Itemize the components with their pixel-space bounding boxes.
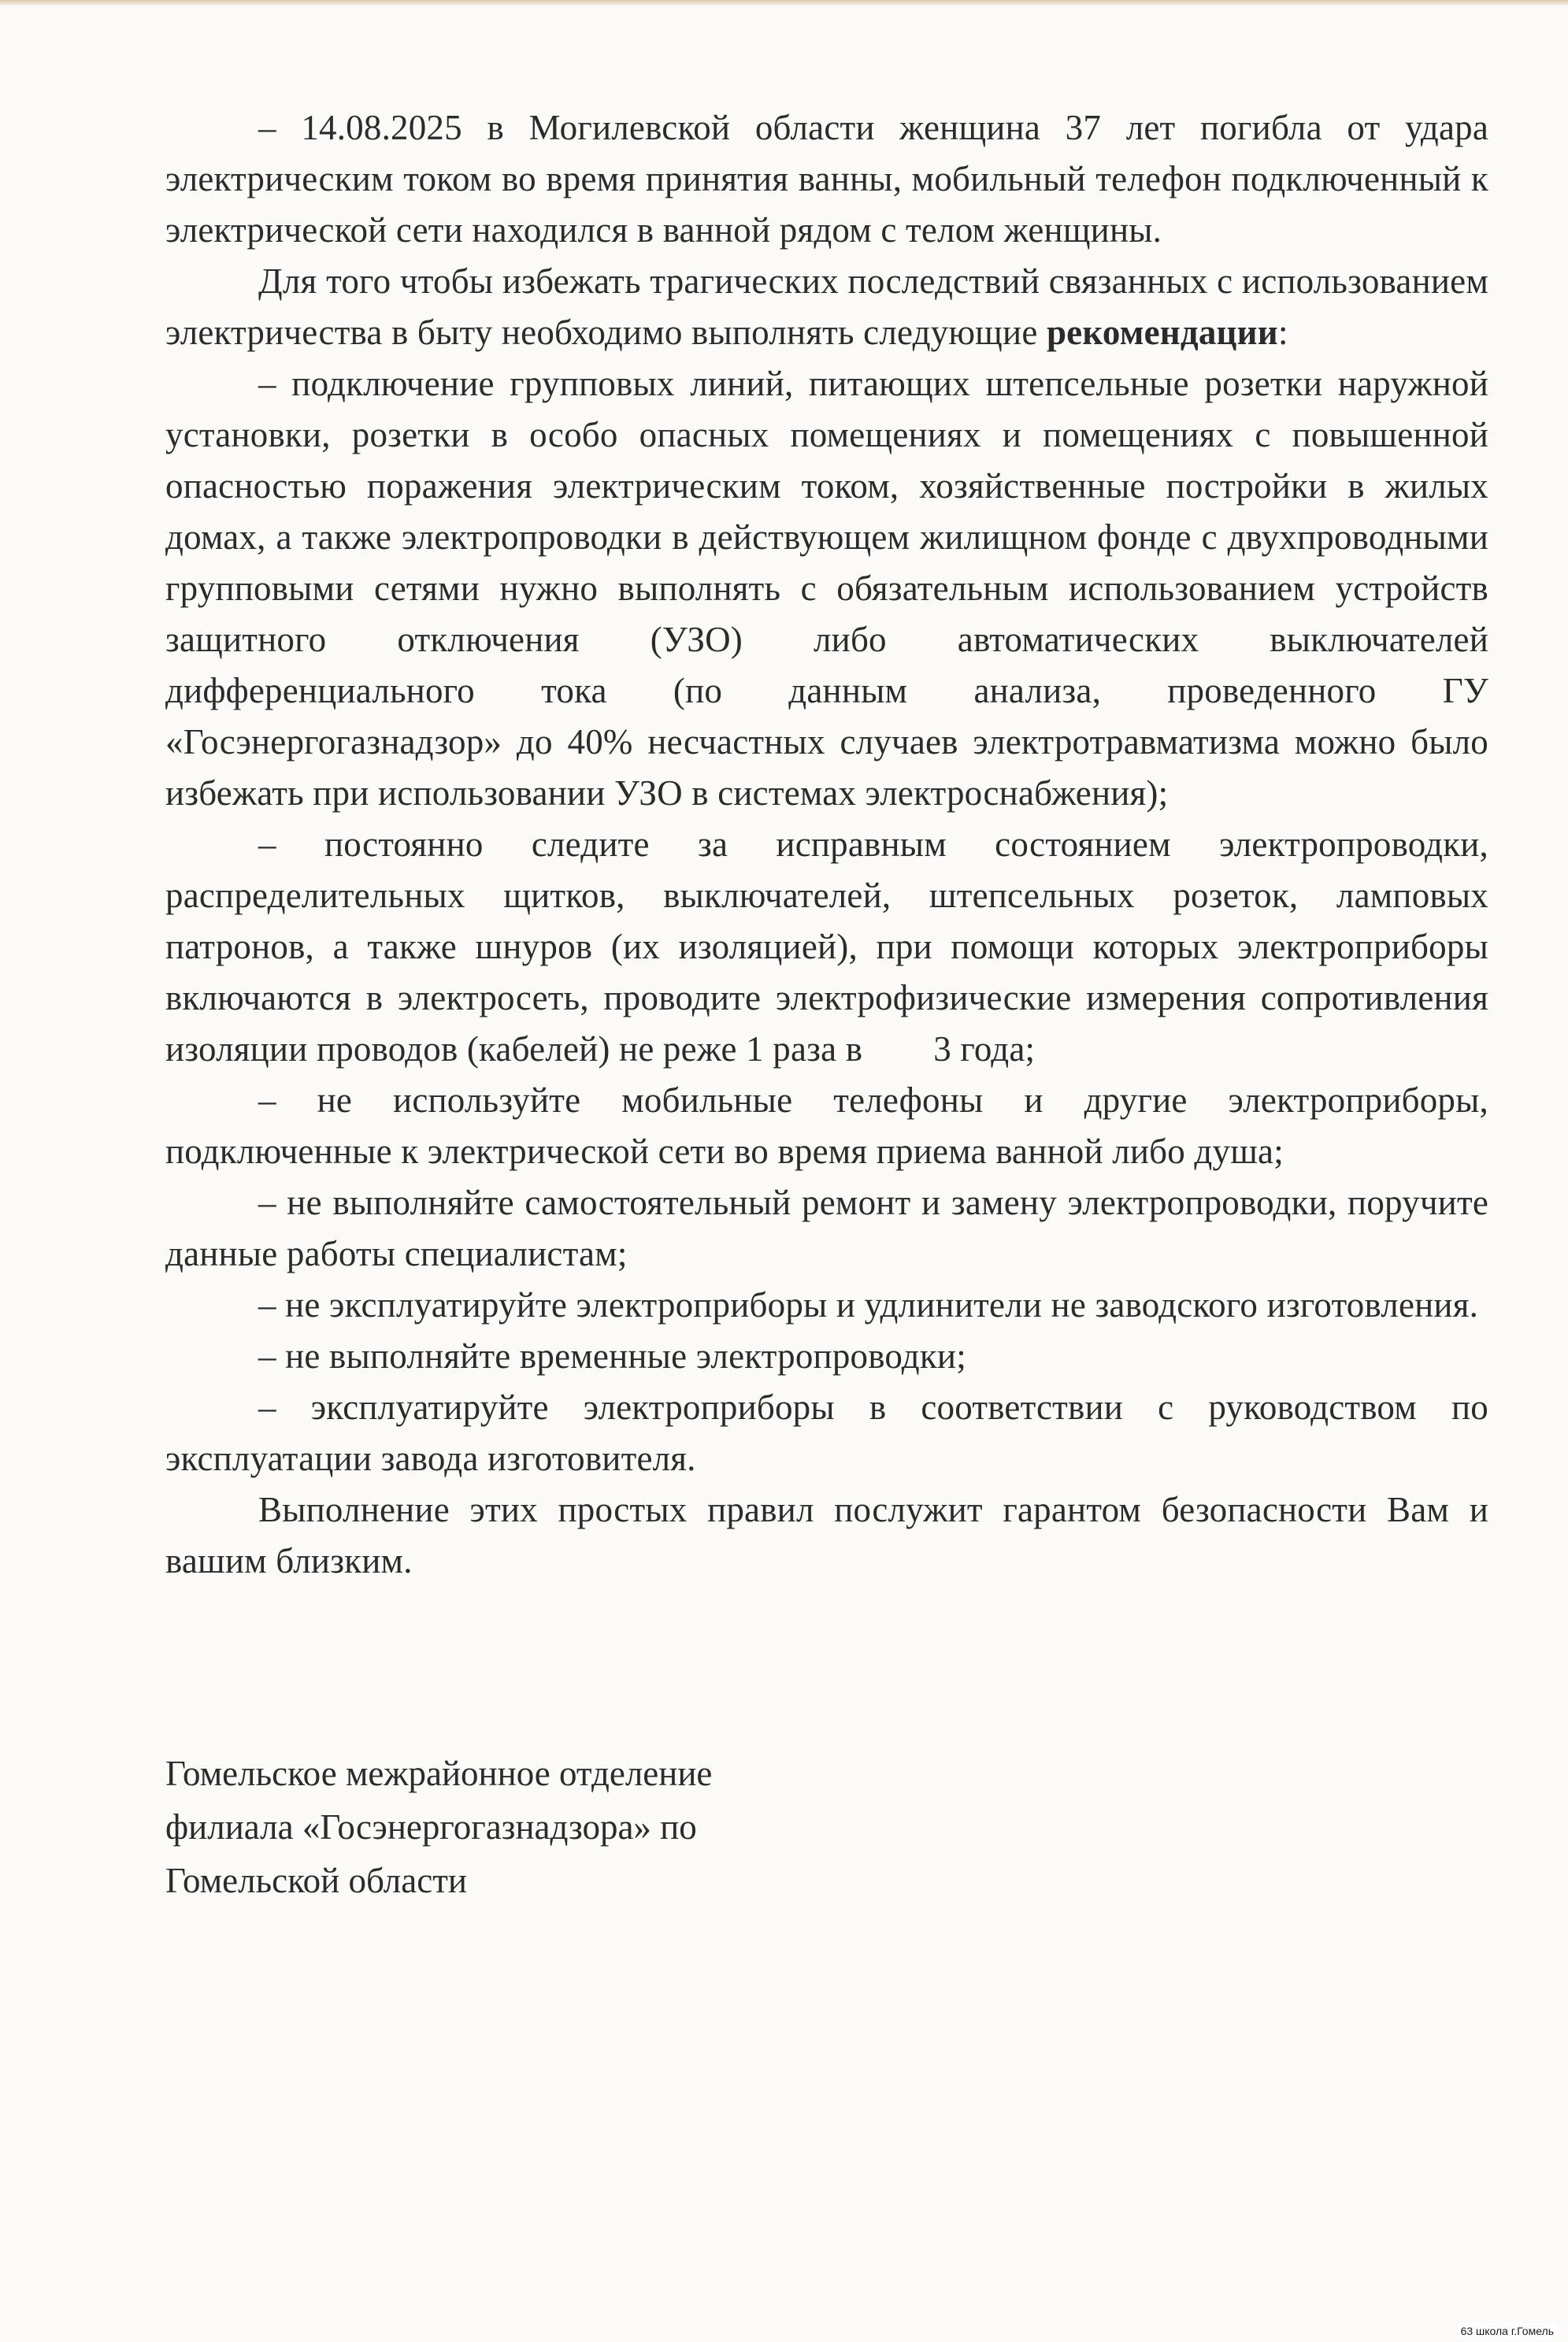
recommendation-inspect-text: – постоянно следите за исправным состоянием электропроводки, распределительных щитков, выключателей, штепсельных розеток, ламповых патронов, а также шнуров (их изоляцией), при помощи которых электроприборы включаются в электросеть, проводите электрофизические измерения сопротивления изоляции проводов (кабелей) не реже 1 раза в [165,825,1488,1069]
recommendation-rcd: – подключение групповых линий, питающих штепсельные розетки наружной установки, розетки в особо опасных помещениях и помещениях с повышенной опасностью поражения электрическим током, хозяйственные постройки в жилых домах, а также электропроводки в действующем жилищном фонде с двухпроводными групповыми сетями нужно выполнять с обязательным использованием устройств защитного отключения (УЗО) либо автоматических выключателей дифференциального тока (по данным анализа, проведенного ГУ «Госэнергогазнадзор» до 40% несчастных случаев электротравматизма можно было избежать при использовании УЗО в системах электроснабжения); [165,364,1488,813]
recommendation-devices: – не эксплуатируйте электроприборы и удлинители не заводского изготовления. [258,1285,1479,1325]
recommendation-inspect [165,819,1488,1075]
recommendation-manual: – эксплуатируйте электроприборы в соответствии с руководством по эксплуатации завода изготовителя. [165,1388,1488,1478]
signature-line-1: Гомельское межрайонное отделение [165,1754,713,1793]
paper-edge [0,0,1568,6]
paragraph-closing: Выполнение этих простых правил послужит гарантом безопасности Вам и вашим близким. [165,1490,1488,1580]
document-body [165,102,1488,1587]
paragraph-intro-tail: : [1277,313,1288,352]
signature-line-2: филиала «Госэнергогазнадзора» по [165,1807,697,1847]
recommendation-inspect-tail: 3 года; [933,1029,1036,1069]
paragraph-intro [165,256,1488,358]
recommendation-phones: – не используйте мобильные телефоны и другие электроприборы, подключенные к электрической сети во время приема ванной либо душа; [165,1080,1488,1171]
recommendation-temporary-wiring: – не выполняйте временные электропроводки; [258,1336,966,1376]
paragraph-intro-text: Для того чтобы избежать трагических последствий связанных с использованием электричества в быту необходимо выполнять следующие [165,261,1488,352]
paragraph-incident: – 14.08.2025 в Могилевской области женщина 37 лет погибла от удара электрическим током во время принятия ванны, мобильный телефон подключенный к электрической сети находился в ванной рядом с телом женщины. [165,108,1488,250]
source-watermark: 63 школа г.Гомель [1458,2323,1557,2339]
signature-block [165,1747,874,1907]
recommendations-heading: рекомендации [1046,313,1278,352]
recommendation-repair: – не выполняйте самостоятельный ремонт и замену электропроводки, поручите данные работы специалистам; [165,1183,1488,1273]
signature-line-3: Гомельской области [165,1861,467,1900]
